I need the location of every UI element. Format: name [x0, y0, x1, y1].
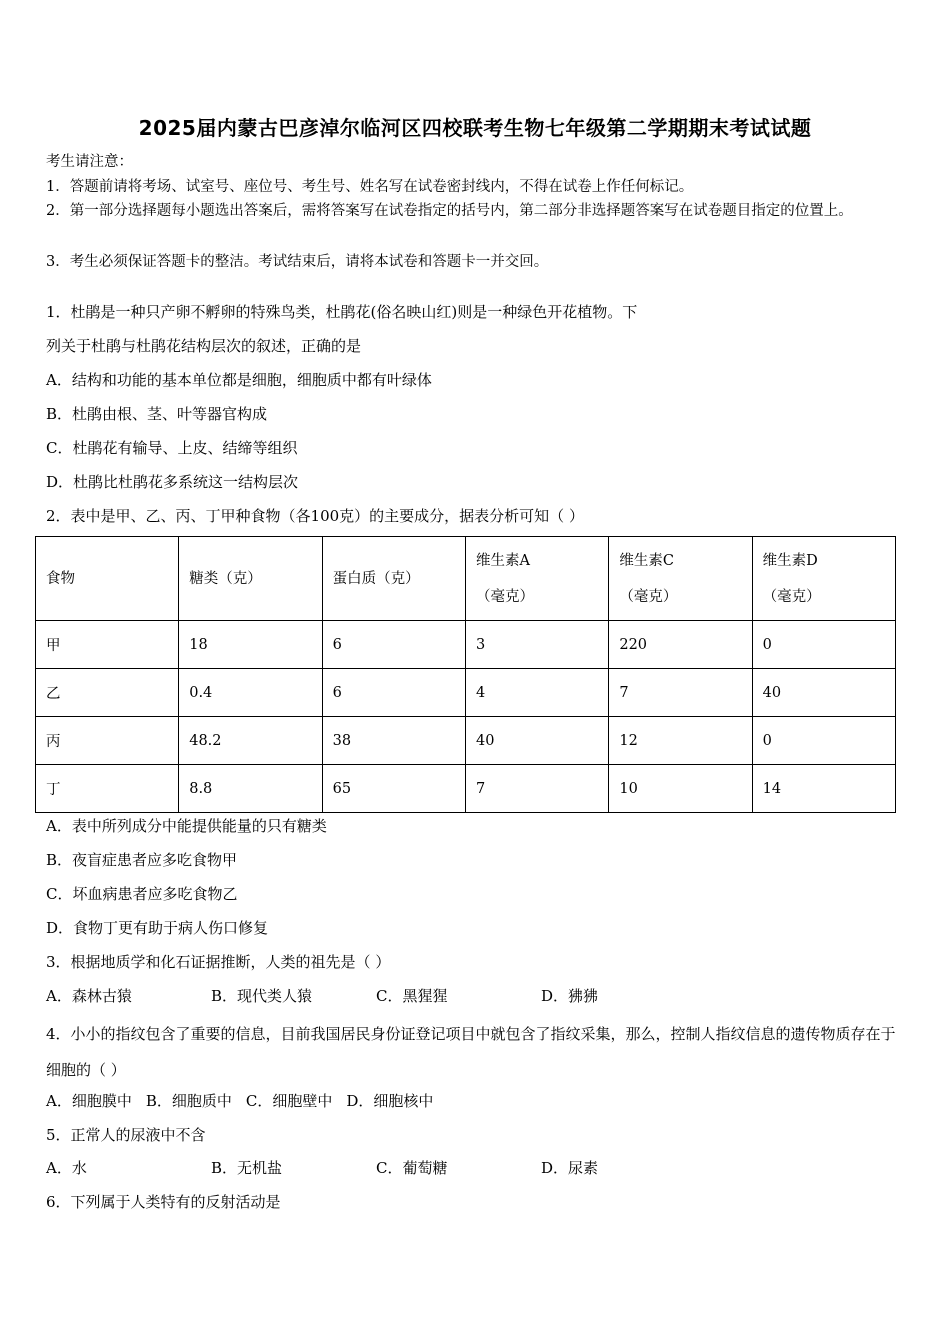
q1-stem-line1: 1．杜鹃是一种只产卵不孵卵的特殊鸟类，杜鹃花(俗名映山红)则是一种绿色开花植物。下	[46, 303, 638, 321]
table-cell: 丙	[36, 717, 179, 765]
table-cell: 18	[179, 621, 322, 669]
table-cell: 12	[609, 717, 752, 765]
q4-option-d: D．细胞核中	[346, 1092, 434, 1110]
notice-item-1: 1．答题前请将考场、试室号、座位号、考生号、姓名写在试卷密封线内，不得在试卷上作任何标记。	[46, 179, 694, 195]
q5-options	[46, 1158, 598, 1178]
q2-option-a: A．表中所列成分中能提供能量的只有糖类	[46, 817, 327, 835]
q4-option-b: B．细胞质中	[145, 1092, 232, 1110]
q1-option-a: A．结构和功能的基本单位都是细胞，细胞质中都有叶绿体	[46, 371, 432, 389]
table-cell: 8.8	[179, 765, 322, 813]
table-cell: 48.2	[179, 717, 322, 765]
q1-option-d: D．杜鹃比杜鹃花多系统这一结构层次	[46, 473, 299, 491]
table-cell: 甲	[36, 621, 179, 669]
table-cell: 65	[322, 765, 465, 813]
q3-stem: 3．根据地质学和化石证据推断，人类的祖先是（ ）	[46, 953, 391, 971]
q2-option-c: C．坏血病患者应多吃食物乙	[46, 885, 238, 903]
q3-option-d: D．狒狒	[541, 987, 599, 1005]
table-cell: 7	[466, 765, 609, 813]
exam-title: 2025届内蒙古巴彦淖尔临河区四校联考生物七年级第二学期期末考试试题	[138, 116, 812, 140]
notice-item-2: 2．第一部分选择题每小题选出答案后，需将答案写在试卷指定的括号内，第二部分非选择题答案写在试卷题目指定的位置上。	[46, 203, 853, 219]
table-cell: 14	[752, 765, 895, 813]
table-cell: 40	[752, 669, 895, 717]
table-cell: 6	[322, 669, 465, 717]
q2-option-b: B．夜盲症患者应多吃食物甲	[46, 851, 238, 869]
notice-item-3: 3．考生必须保证答题卡的整洁。考试结束后，请将本试卷和答题卡一并交回。	[46, 254, 549, 270]
q5-option-d: D．尿素	[541, 1159, 599, 1177]
table-cell: 乙	[36, 669, 179, 717]
table-row	[36, 717, 896, 765]
table-cell: 220	[609, 621, 752, 669]
q5-option-b: B．无机盐	[211, 1159, 283, 1177]
q3-options	[46, 986, 598, 1006]
table-cell: 4	[466, 669, 609, 717]
table-cell: 0	[752, 717, 895, 765]
table-header-cell: 蛋白质（克）	[322, 537, 465, 621]
q5-stem: 5．正常人的尿液中不含	[46, 1126, 206, 1144]
q5-option-a: A．水	[46, 1159, 87, 1177]
q1-option-c: C．杜鹃花有输导、上皮、结缔等组织	[46, 439, 298, 457]
q3-option-b: B．现代类人猿	[211, 987, 313, 1005]
table-header-cell: 维生素A （毫克）	[466, 537, 609, 621]
table-cell: 38	[322, 717, 465, 765]
table-cell: 7	[609, 669, 752, 717]
q3-option-a: A．森林古猿	[46, 987, 132, 1005]
q1-option-b: B．杜鹃由根、茎、叶等器官构成	[46, 405, 268, 423]
q2-stem: 2．表中是甲、乙、丙、丁甲种食物（各100克）的主要成分，据表分析可知（ ）	[46, 507, 584, 525]
table-cell: 10	[609, 765, 752, 813]
table-row	[36, 669, 896, 717]
table-row	[36, 765, 896, 813]
q5-option-c: C．葡萄糖	[376, 1159, 448, 1177]
table-row	[36, 621, 896, 669]
q6-stem: 6．下列属于人类特有的反射活动是	[46, 1193, 281, 1211]
q4-options	[46, 1091, 433, 1111]
table-cell: 40	[466, 717, 609, 765]
table-header-cell: 维生素C （毫克）	[609, 537, 752, 621]
table-cell: 3	[466, 621, 609, 669]
q4-option-a: A．细胞膜中	[46, 1092, 132, 1110]
table-cell: 0	[752, 621, 895, 669]
q1-stem-line2: 列关于杜鹃与杜鹃花结构层次的叙述，正确的是	[46, 337, 362, 355]
food-composition-table	[35, 536, 896, 813]
table-cell: 6	[322, 621, 465, 669]
notice-heading: 考生请注意：	[46, 154, 133, 170]
table-cell: 0.4	[179, 669, 322, 717]
table-header-row	[36, 537, 896, 621]
table-cell: 丁	[36, 765, 179, 813]
table-header-cell: 糖类（克）	[179, 537, 322, 621]
table-header-cell: 维生素D （毫克）	[752, 537, 895, 621]
table-header-cell: 食物	[36, 537, 179, 621]
q4-option-c: C．细胞壁中	[245, 1092, 333, 1110]
q4-stem: 4．小小的指纹包含了重要的信息，目前我国居民身份证登记项目中就包含了指纹采集，那么，控制人指纹信息的遗传物质存在于细胞的（ ）	[46, 1025, 896, 1079]
q3-option-c: C．黑猩猩	[376, 987, 448, 1005]
q2-option-d: D．食物丁更有助于病人伤口修复	[46, 919, 269, 937]
